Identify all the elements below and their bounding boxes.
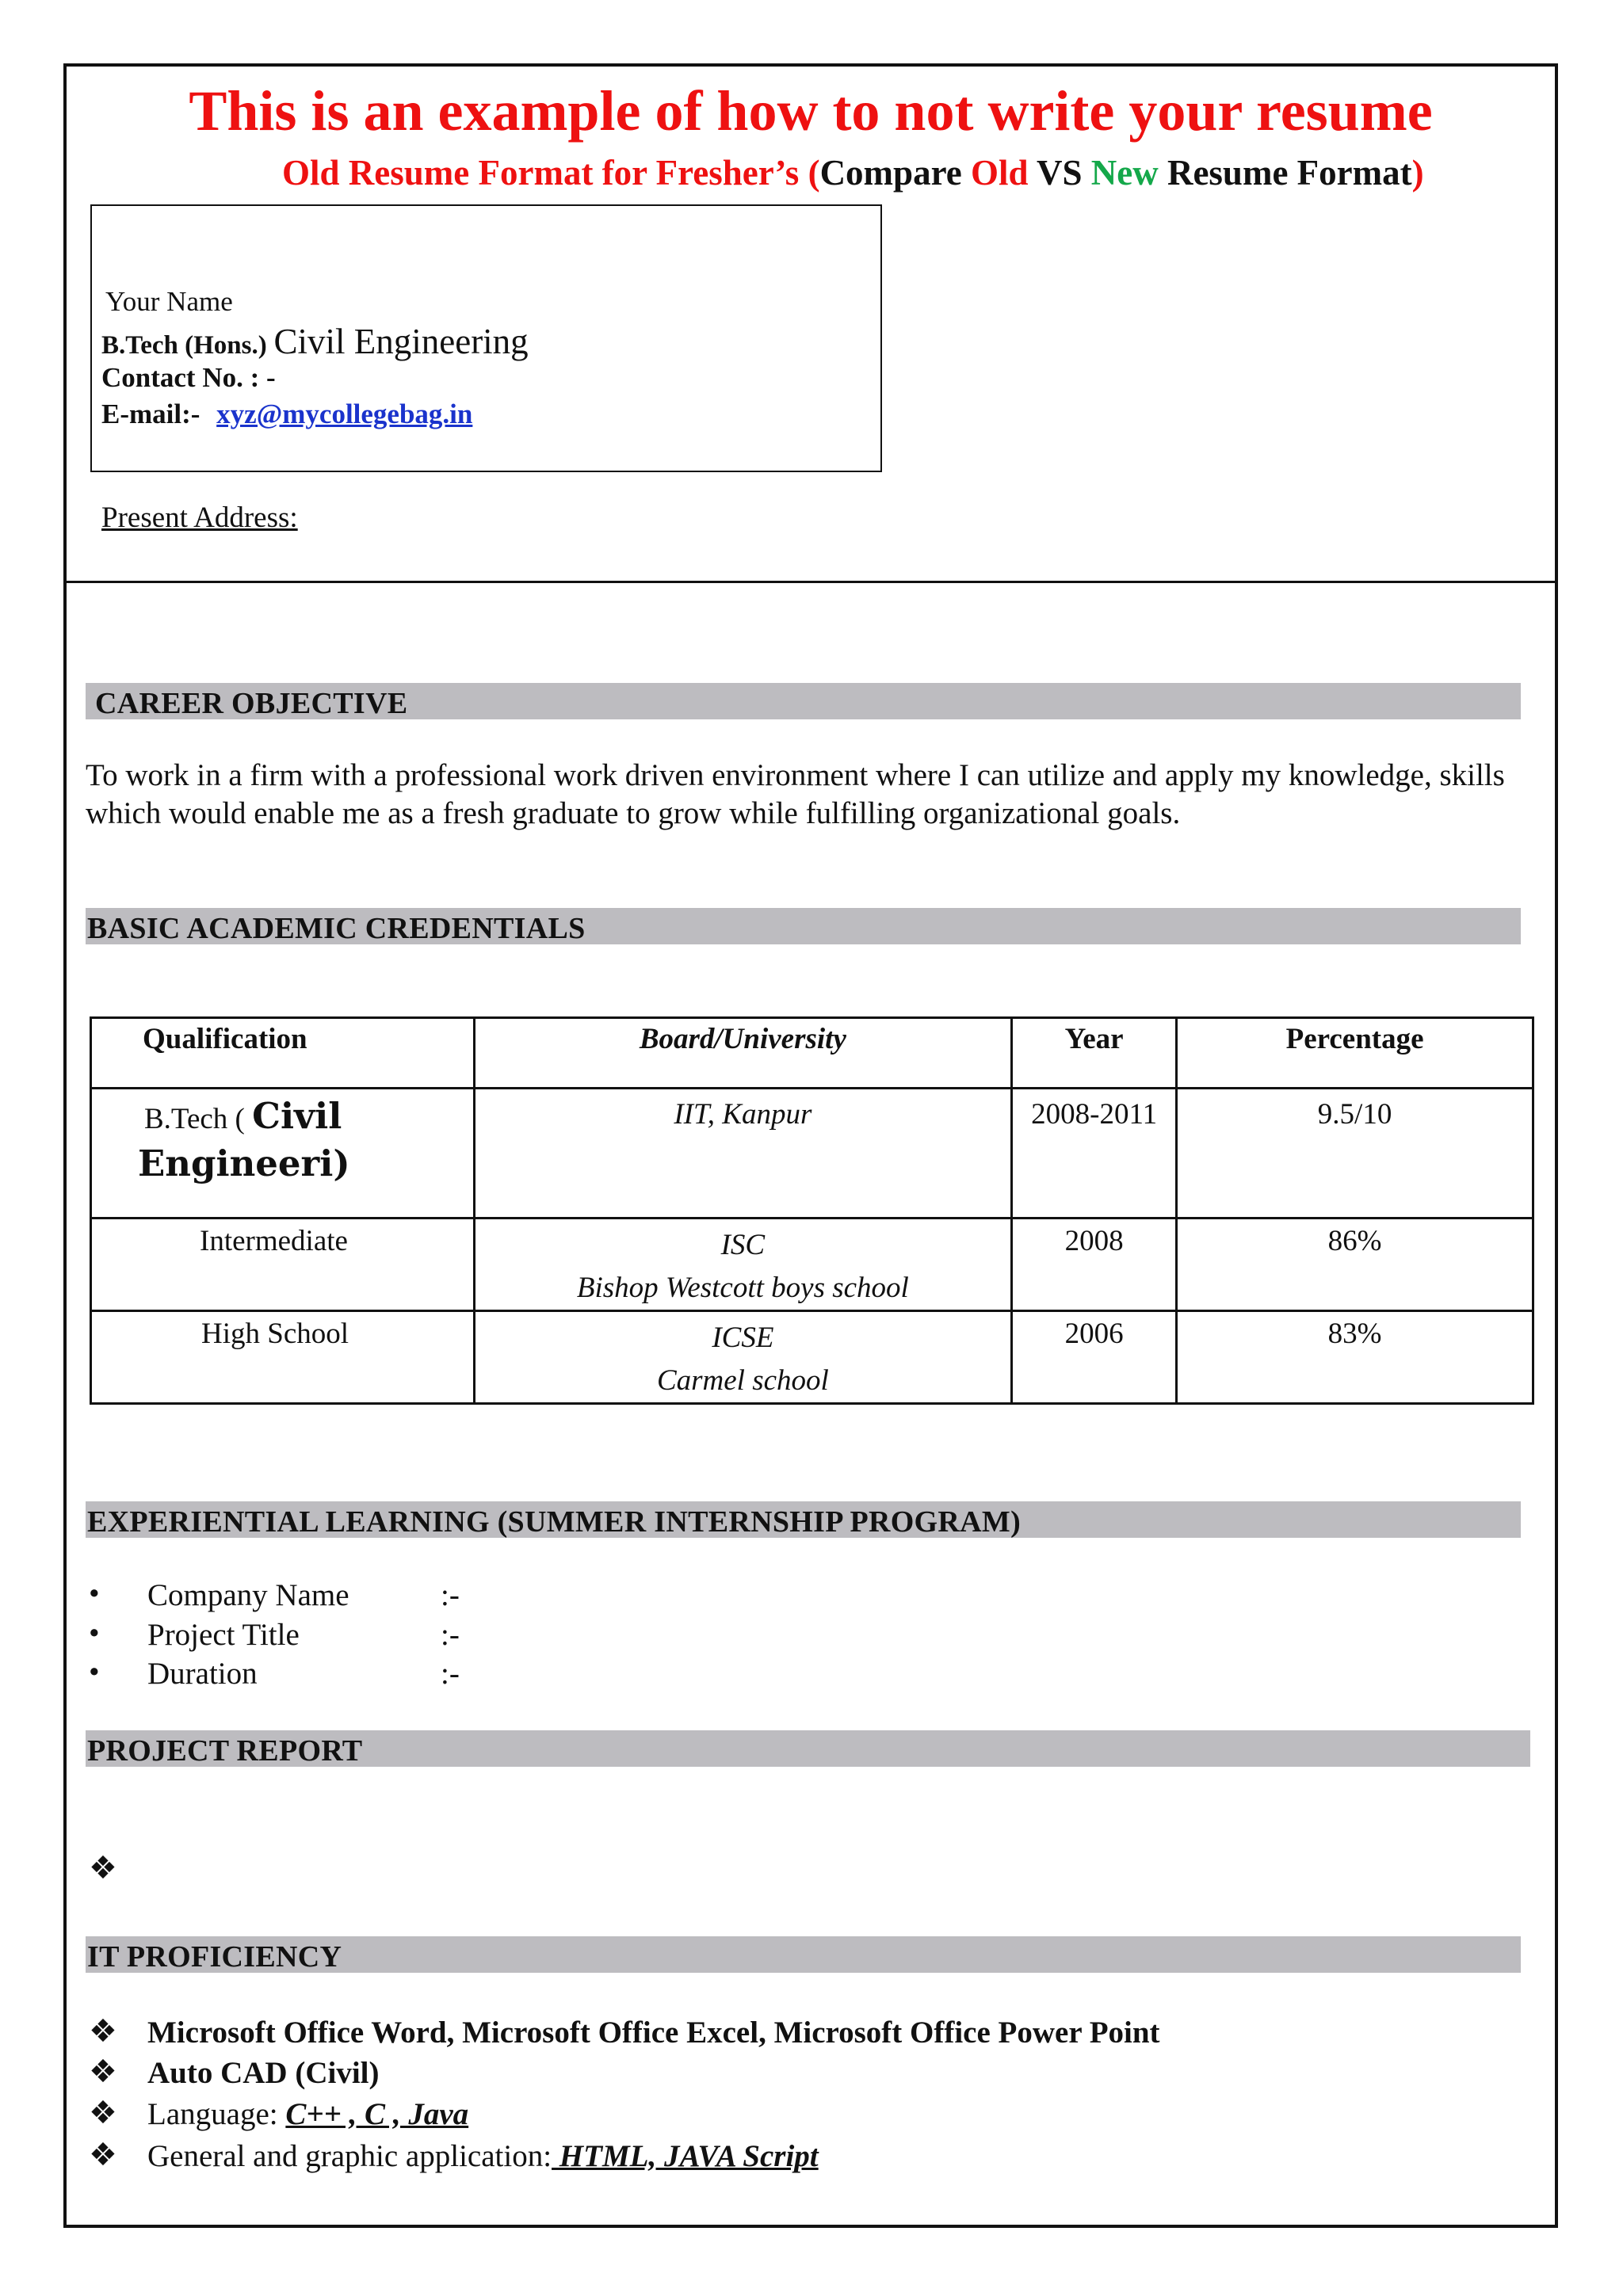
email-link[interactable]: xyz@mycollegebag.in	[216, 399, 473, 429]
section-heading-academic: BASIC ACADEMIC CREDENTIALS	[87, 912, 586, 945]
it-item-language	[147, 2096, 468, 2132]
section-heading-career: CAREER OBJECTIVE	[95, 687, 408, 720]
email-label: E-mail:-	[101, 399, 200, 429]
subtitle-part1: Old Resume Format for Fresher’s (	[282, 153, 820, 193]
general-value: HTML, JAVA Script	[552, 2139, 819, 2173]
qualification-cell: Intermediate	[91, 1219, 475, 1311]
school-name: Carmel school	[656, 1364, 829, 1397]
section-heading-it: IT PROFICIENCY	[87, 1940, 342, 1974]
subtitle-resume-format: Resume Format	[1158, 153, 1412, 193]
percentage-cell: 83%	[1177, 1311, 1533, 1404]
qualification-cell: High School	[91, 1311, 475, 1404]
school-name: Bishop Westcott boys school	[576, 1272, 909, 1304]
it-item-office: Microsoft Office Word, Microsoft Office Excel, Microsoft Office Power Point	[147, 2016, 1160, 2050]
col-year: Year	[1012, 1018, 1177, 1089]
section-bar-career	[86, 683, 1521, 719]
item-label: Project Title	[147, 1618, 300, 1652]
it-item-autocad: Auto CAD (Civil)	[147, 2056, 380, 2090]
qual-btech: B.Tech (	[144, 1103, 253, 1135]
page-subtitle	[282, 154, 1424, 193]
header-divider	[65, 581, 1556, 583]
item-label: Company Name	[147, 1578, 349, 1612]
board-cell	[474, 1311, 1011, 1404]
board-name: ICSE	[712, 1322, 774, 1354]
degree-field: Civil Engineering	[273, 322, 529, 361]
percentage-cell: 86%	[1177, 1219, 1533, 1311]
subtitle-close: )	[1411, 153, 1424, 193]
year-cell: 2008	[1012, 1219, 1177, 1311]
page-title: This is an example of how to not write your resume	[189, 79, 1433, 143]
it-item-general	[147, 2138, 819, 2174]
language-label: Language:	[147, 2097, 286, 2131]
board-cell: IIT, Kanpur	[474, 1089, 1011, 1219]
diamond-bullet-icon: ❖	[89, 2054, 117, 2090]
section-bar-project	[86, 1730, 1530, 1767]
subtitle-old: Old	[970, 153, 1029, 193]
email-line	[101, 398, 472, 431]
diamond-bullet-icon: ❖	[89, 2013, 117, 2050]
item-separator: :-	[441, 1618, 460, 1652]
section-bar-internship	[86, 1501, 1521, 1538]
board-name: ISC	[720, 1229, 766, 1261]
section-bar-academic	[86, 908, 1521, 944]
section-heading-project: PROJECT REPORT	[87, 1734, 363, 1768]
bullet-icon: •	[89, 1655, 100, 1689]
item-separator: :-	[441, 1657, 460, 1691]
diamond-bullet-icon: ❖	[89, 2095, 117, 2131]
col-board: Board/University	[474, 1018, 1011, 1089]
section-bar-it	[86, 1936, 1521, 1973]
section-heading-internship: EXPERIENTIAL LEARNING (SUMMER INTERNSHIP PROGRAM)	[87, 1505, 1022, 1539]
career-objective-text: To work in a firm with a professional work driven environment where I can utilize and apply my knowledge, skills which would enable me as a fresh graduate to grow while fulfilling organizational goals.	[86, 758, 1505, 830]
table-row	[91, 1311, 1533, 1404]
subtitle-new: New	[1090, 153, 1159, 193]
year-cell: 2008-2011	[1012, 1089, 1177, 1219]
qual-engineering: Engineeri)	[138, 1142, 350, 1184]
board-cell	[474, 1219, 1011, 1311]
diamond-bullet-icon: ❖	[89, 2137, 117, 2173]
academic-table	[90, 1016, 1534, 1405]
qual-civil: Civil	[252, 1095, 342, 1137]
col-percentage: Percentage	[1177, 1018, 1533, 1089]
table-header-row	[91, 1018, 1533, 1089]
bullet-icon: •	[89, 1616, 100, 1650]
candidate-degree	[101, 320, 529, 363]
subtitle-compare: Compare	[819, 153, 971, 193]
language-value: C++ , C , Java	[285, 2097, 469, 2131]
table-row	[91, 1219, 1533, 1311]
qualification-cell	[91, 1089, 475, 1219]
table-row	[91, 1089, 1533, 1219]
item-label: Duration	[147, 1657, 258, 1691]
year-cell: 2006	[1012, 1311, 1177, 1404]
item-separator: :-	[441, 1578, 460, 1612]
candidate-name: Your Name	[105, 286, 233, 317]
subtitle-vs: VS	[1028, 153, 1091, 193]
bullet-icon: •	[89, 1577, 100, 1611]
address-label: Present Address:	[101, 502, 298, 534]
degree-prefix: B.Tech (Hons.)	[101, 331, 267, 360]
project-bullet-icon: ❖	[89, 1850, 117, 1886]
contact-label: Contact No. : -	[101, 362, 276, 393]
percentage-cell: 9.5/10	[1177, 1089, 1533, 1219]
col-qualification: Qualification	[91, 1018, 475, 1089]
general-label: General and graphic application:	[147, 2139, 552, 2173]
